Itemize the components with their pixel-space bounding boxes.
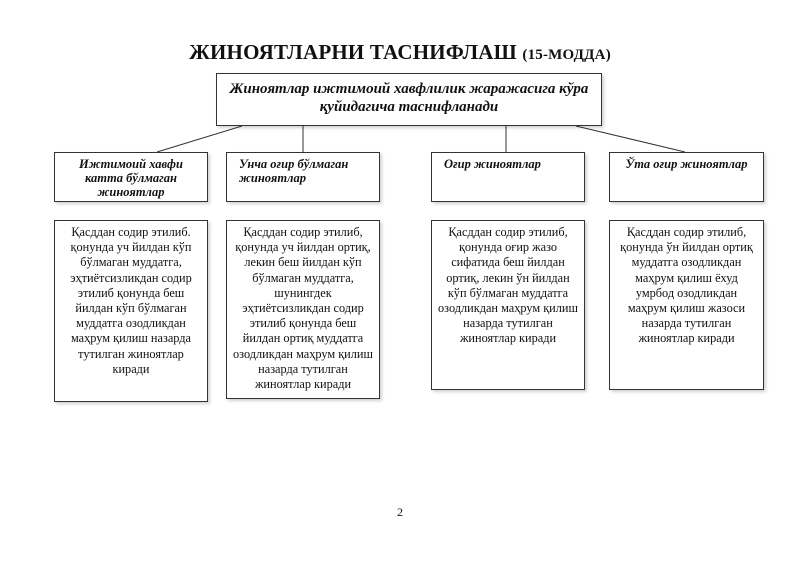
category-low-danger: Ижтимоий хавфи катта бўлмаган жиноятлар [54,152,208,202]
description-grave: Қасддан содир этилиб, қонунда оғир жазо сифатида беш йилдан ортиқ, лекин ўн йилдан кўп бўлмаган муддатга озодликдан маҳрум қилиш назарда тутилган жиноятлар киради [431,220,585,390]
description-low-danger: Қасддан содир этилиб. қонунда уч йилдан кўп бўлмаган муддатга, эҳтиётсизликдан содир этилиб қонунда беш йилдан кўп бўлмаган муддатга озодликдан маҳрум қилиш назарда тутилган жиноятлар киради [54,220,208,402]
connector-line-1 [157,126,242,152]
page-number: 2 [397,505,403,519]
category-medium: Унча оғир бўлмаган жиноятлар [226,152,380,202]
title-article: (15-МОДДА) [522,47,611,63]
root-classification-box: Жиноятлар ижтимоий хавфлилик жаражасига кўра қуйидагича таснифланади [216,73,602,126]
connector-line-4 [576,126,685,152]
description-very-grave: Қасддан содир этилиб, қонунда ўн йилдан ортиқ муддатга озодликдан маҳрум қилиш ёхуд умрбод озодликдан маҳрум қилиш жазоси назарда тутилган жиноятлар киради [609,220,764,390]
description-medium: Қасддан содир этилиб, қонунда уч йилдан ортиқ, лекин беш йилдан кўп бўлмаган муддатга, шунингдек эҳтиётсизликдан содир этилиб қонунда беш йилдан ортиқ муддатга озодликдан маҳрум қилиш назарда тутилган жиноятлар киради [226,220,380,399]
category-very-grave: Ўта оғир жиноятлар [609,152,764,202]
category-grave: Оғир жиноятлар [431,152,585,202]
title-main: ЖИНОЯТЛАРНИ ТАСНИФЛАШ [189,40,517,64]
